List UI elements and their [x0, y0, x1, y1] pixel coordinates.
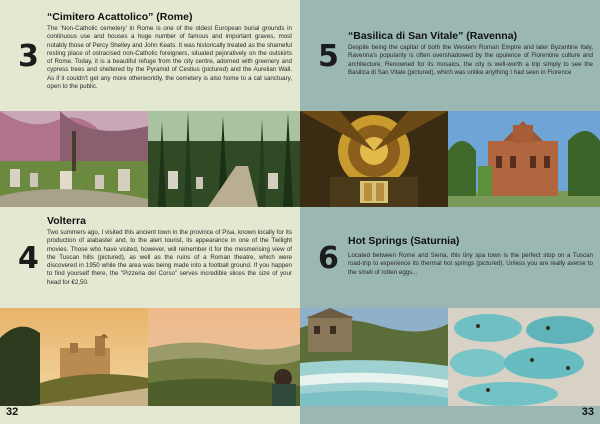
hot-springs-pools-photo: [448, 308, 600, 406]
section-title: “Basilica di San Vitale” (Ravenna): [348, 30, 518, 42]
section-number: 6: [318, 241, 339, 276]
section-volterra: [0, 204, 300, 308]
section-number: 3: [18, 39, 39, 74]
section-number: 5: [318, 39, 339, 74]
cemetery-photo: [0, 111, 148, 207]
section-body: The ‘Non-Catholic cemetery’ in Rome is one of the oldest European burial grounds in continuous use and houses a huge number of famous and important graves, most notably those of Percy Shelley and John Keats. It was historically treated as the shameful resting place of ostracised non-Catholic foreigners, situated pejoratively on the outskirts of Rome. Today, it is a beautiful refuge from the city centre, adorned with greenery and cypress trees and sheltered by the Pyramid of Cestius (pictured) and the Aurelian Wall. As if it couldn’t get any more otherworldly, the cemetery is also home to a cat sanctuary, open to the public.: [47, 25, 292, 91]
section-number: 4: [18, 241, 39, 276]
mosaic-interior-photo: [300, 111, 448, 207]
section-body: Located between Rome and Siena, this tiny spa town is the perfect stop on a Tuscan road-trip to experience its thermal hot springs (pictured). Unless you are really averse to the smell of rotten eggs...: [348, 252, 593, 276]
right-page: [300, 0, 600, 424]
cemetery-path-photo: [148, 111, 300, 207]
section-title: Hot Springs (Saturnia): [348, 235, 460, 247]
section-title: Volterra: [47, 215, 86, 227]
page-number-right: 33: [581, 406, 594, 418]
section-title: “Cimitero Acattolico” (Rome): [47, 11, 193, 23]
volterra-town-photo: [0, 308, 148, 406]
basilica-exterior-photo: [448, 111, 600, 207]
section-cimitero: [0, 0, 300, 108]
section-san-vitale: [300, 0, 600, 108]
section-hot-springs: [300, 204, 600, 308]
section-body: Two summers ago, I visited this ancient town in the province of Pisa, known locally for its production of alabaster and, to the alert tourist, its appearance in one of the Twilight movies. Those who have visited, however, will remember it for the mesmerising view of the Tuscan hills (pictured), as well as the ruins of a Roman theatre, which were discovered in 1950 while the area was being made into a football ground. If you happen to find yourself there, the “Pizzeria del Corso” serves incredible slices the size of your head for €2,50.: [47, 229, 292, 286]
section-body: Despite being the capital of both the Western Roman Empire and later Byzantine Italy, Ravenna’s popularity is often overshadowed by the opulence of Florentine culture and architecture. Renowned for its mosaics, the city is well-worth a trip simply to see the Basilica di San Vitale (pictured), which was unlike anything I had seen in Florence: [348, 44, 593, 76]
page-number-left: 32: [6, 406, 19, 418]
tuscan-hills-photo: [148, 308, 300, 406]
saturnia-village-photo: [300, 308, 448, 406]
